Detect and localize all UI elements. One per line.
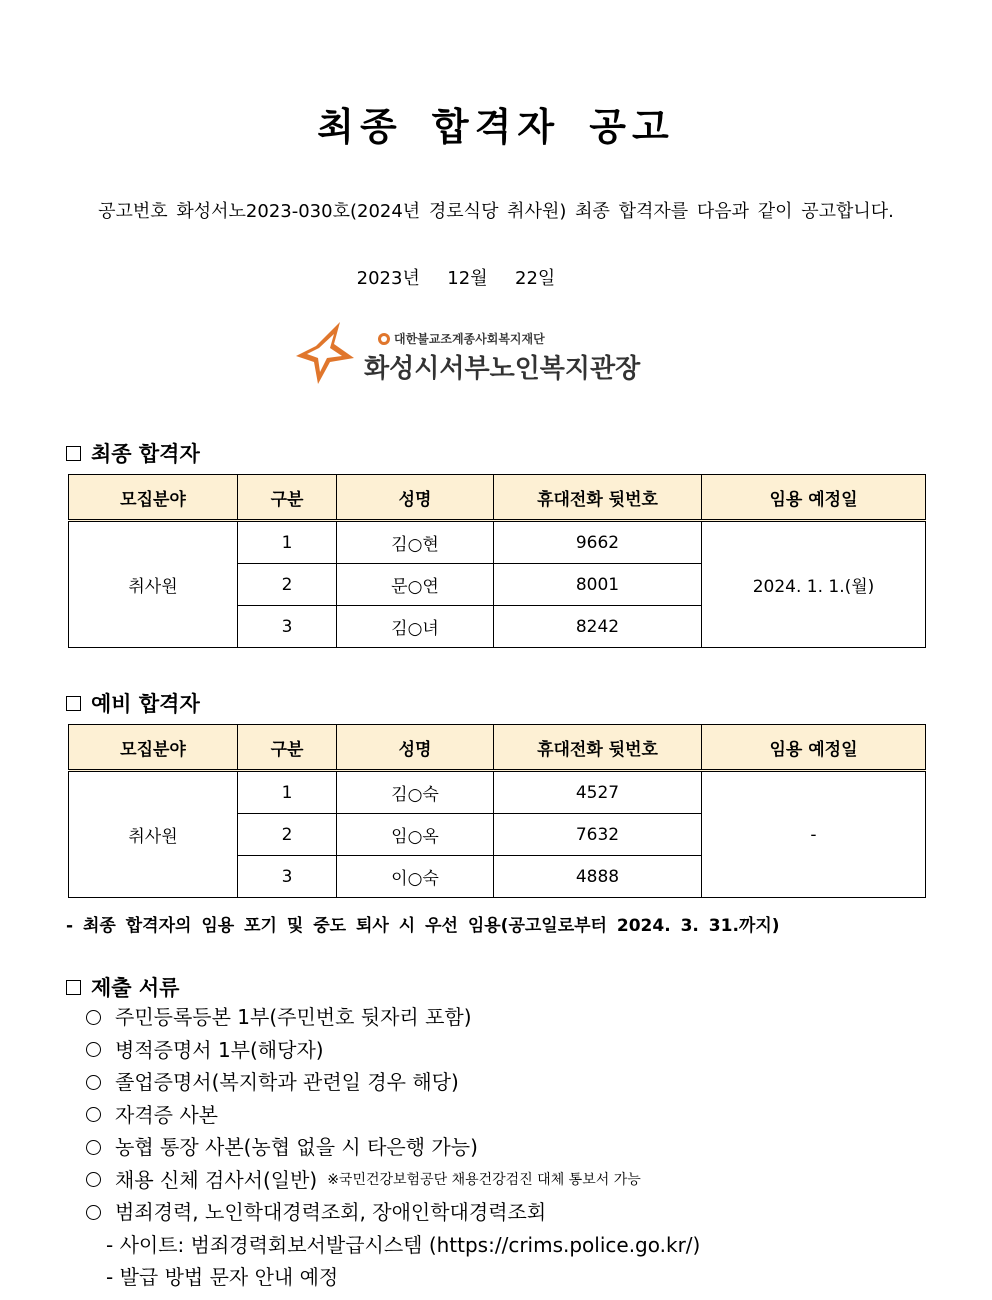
cell-start-date: - bbox=[702, 771, 926, 898]
list-item bbox=[86, 1001, 700, 1034]
list-item bbox=[86, 1131, 700, 1164]
cell-no: 1 bbox=[238, 771, 337, 814]
circle-bullet-icon bbox=[86, 1172, 101, 1187]
organization-logo bbox=[294, 318, 641, 388]
list-item-text: 자격증 사본 bbox=[115, 1102, 218, 1127]
list-item-text: 병적증명서 1부(해당자) bbox=[115, 1037, 324, 1062]
header-no: 구분 bbox=[238, 475, 337, 521]
header-phone: 휴대전화 뒷번호 bbox=[494, 725, 702, 771]
final-passers-heading-label: 최종 합격자 bbox=[91, 442, 200, 466]
cell-name: 김○녀 bbox=[337, 606, 494, 648]
circle-bullet-icon bbox=[86, 1075, 101, 1090]
list-item bbox=[86, 1099, 700, 1132]
header-field: 모집분야 bbox=[69, 725, 238, 771]
cell-name: 김○숙 bbox=[337, 771, 494, 814]
list-item-text: 주민등록등본 1부(주민번호 뒷자리 포함) bbox=[115, 1005, 472, 1029]
intro-text: 공고번호 화성서노2023-030호(2024년 경로식당 취사원) 최종 합격자를 다음과 같이 공고합니다. bbox=[98, 201, 894, 222]
foundation-name bbox=[378, 330, 545, 347]
documents-list bbox=[86, 1001, 700, 1294]
documents-heading bbox=[66, 972, 179, 1002]
circle-bullet-icon bbox=[86, 1042, 101, 1057]
cell-phone: 9662 bbox=[494, 521, 702, 564]
circle-bullet-icon bbox=[86, 1107, 101, 1122]
cell-field: 취사원 bbox=[69, 771, 238, 898]
cell-name: 임○옥 bbox=[337, 814, 494, 856]
dharma-wheel-icon bbox=[378, 333, 390, 345]
header-name: 성명 bbox=[337, 475, 494, 521]
table-row bbox=[69, 771, 926, 814]
list-item-text: 범죄경력, 노인학대경력조회, 장애인학대경력조회 bbox=[115, 1200, 547, 1224]
sub-list-item-text: - 사이트: 범죄경력회보서발급시스템 (https://crims.police.go.kr/) bbox=[106, 1232, 701, 1257]
sub-list-item bbox=[86, 1261, 700, 1294]
header-phone: 휴대전화 뒷번호 bbox=[494, 475, 702, 521]
reserve-passers-heading bbox=[66, 688, 200, 718]
cell-start-date: 2024. 1. 1.(월) bbox=[702, 521, 926, 648]
star-emblem-icon bbox=[294, 318, 364, 388]
cell-name: 문○연 bbox=[337, 564, 494, 606]
circle-bullet-icon bbox=[86, 1140, 101, 1155]
documents-heading-label: 제출 서류 bbox=[91, 976, 180, 1000]
circle-bullet-icon bbox=[86, 1010, 101, 1025]
header-no: 구분 bbox=[238, 725, 337, 771]
cell-no: 3 bbox=[238, 606, 337, 648]
cell-no: 2 bbox=[238, 814, 337, 856]
final-passers-heading bbox=[66, 438, 200, 468]
announcement-date: 2023년 12월 22일 bbox=[356, 268, 556, 289]
list-item bbox=[86, 1196, 700, 1229]
page-title: 최종 합격자 공고 bbox=[317, 105, 675, 149]
cell-no: 1 bbox=[238, 521, 337, 564]
header-start-date: 임용 예정일 bbox=[702, 725, 926, 771]
checkbox-square-icon bbox=[66, 696, 81, 711]
list-item bbox=[86, 1034, 700, 1067]
cell-phone: 8242 bbox=[494, 606, 702, 648]
list-item-text: 채용 신체 검사서(일반) bbox=[115, 1167, 318, 1192]
center-name: 화성시서부노인복지관장 bbox=[364, 354, 641, 384]
foundation-label: 대한불교조계종사회복지재단 bbox=[394, 332, 545, 346]
sub-list-item-text: - 발급 방법 문자 안내 예정 bbox=[106, 1265, 339, 1289]
reserve-note: - 최종 합격자의 임용 포기 및 중도 퇴사 시 우선 임용(공고일로부터 2024. 3. 31.까지) bbox=[66, 916, 780, 936]
header-start-date: 임용 예정일 bbox=[702, 475, 926, 521]
final-passers-table bbox=[68, 474, 926, 648]
table-header-row bbox=[69, 725, 926, 771]
cell-name: 이○숙 bbox=[337, 856, 494, 898]
cell-field: 취사원 bbox=[69, 521, 238, 648]
cell-phone: 4527 bbox=[494, 771, 702, 814]
table-row bbox=[69, 521, 926, 564]
list-item-text: 농협 통장 사본(농협 없을 시 타은행 가능) bbox=[115, 1135, 478, 1159]
checkbox-square-icon bbox=[66, 980, 81, 995]
table-header-row bbox=[69, 475, 926, 521]
cell-phone: 7632 bbox=[494, 814, 702, 856]
list-item bbox=[86, 1066, 700, 1099]
circle-bullet-icon bbox=[86, 1205, 101, 1220]
header-field: 모집분야 bbox=[69, 475, 238, 521]
reserve-passers-table bbox=[68, 724, 926, 898]
list-item-note: ※국민건강보험공단 채용건강검진 대체 통보서 가능 bbox=[327, 1171, 641, 1188]
cell-phone: 4888 bbox=[494, 856, 702, 898]
cell-no: 3 bbox=[238, 856, 337, 898]
cell-phone: 8001 bbox=[494, 564, 702, 606]
checkbox-square-icon bbox=[66, 446, 81, 461]
reserve-passers-heading-label: 예비 합격자 bbox=[91, 692, 200, 716]
header-name: 성명 bbox=[337, 725, 494, 771]
list-item-text: 졸업증명서(복지학과 관련일 경우 해당) bbox=[115, 1070, 459, 1094]
cell-no: 2 bbox=[238, 564, 337, 606]
list-item bbox=[86, 1164, 700, 1197]
sub-list-item bbox=[86, 1229, 700, 1262]
cell-name: 김○현 bbox=[337, 521, 494, 564]
